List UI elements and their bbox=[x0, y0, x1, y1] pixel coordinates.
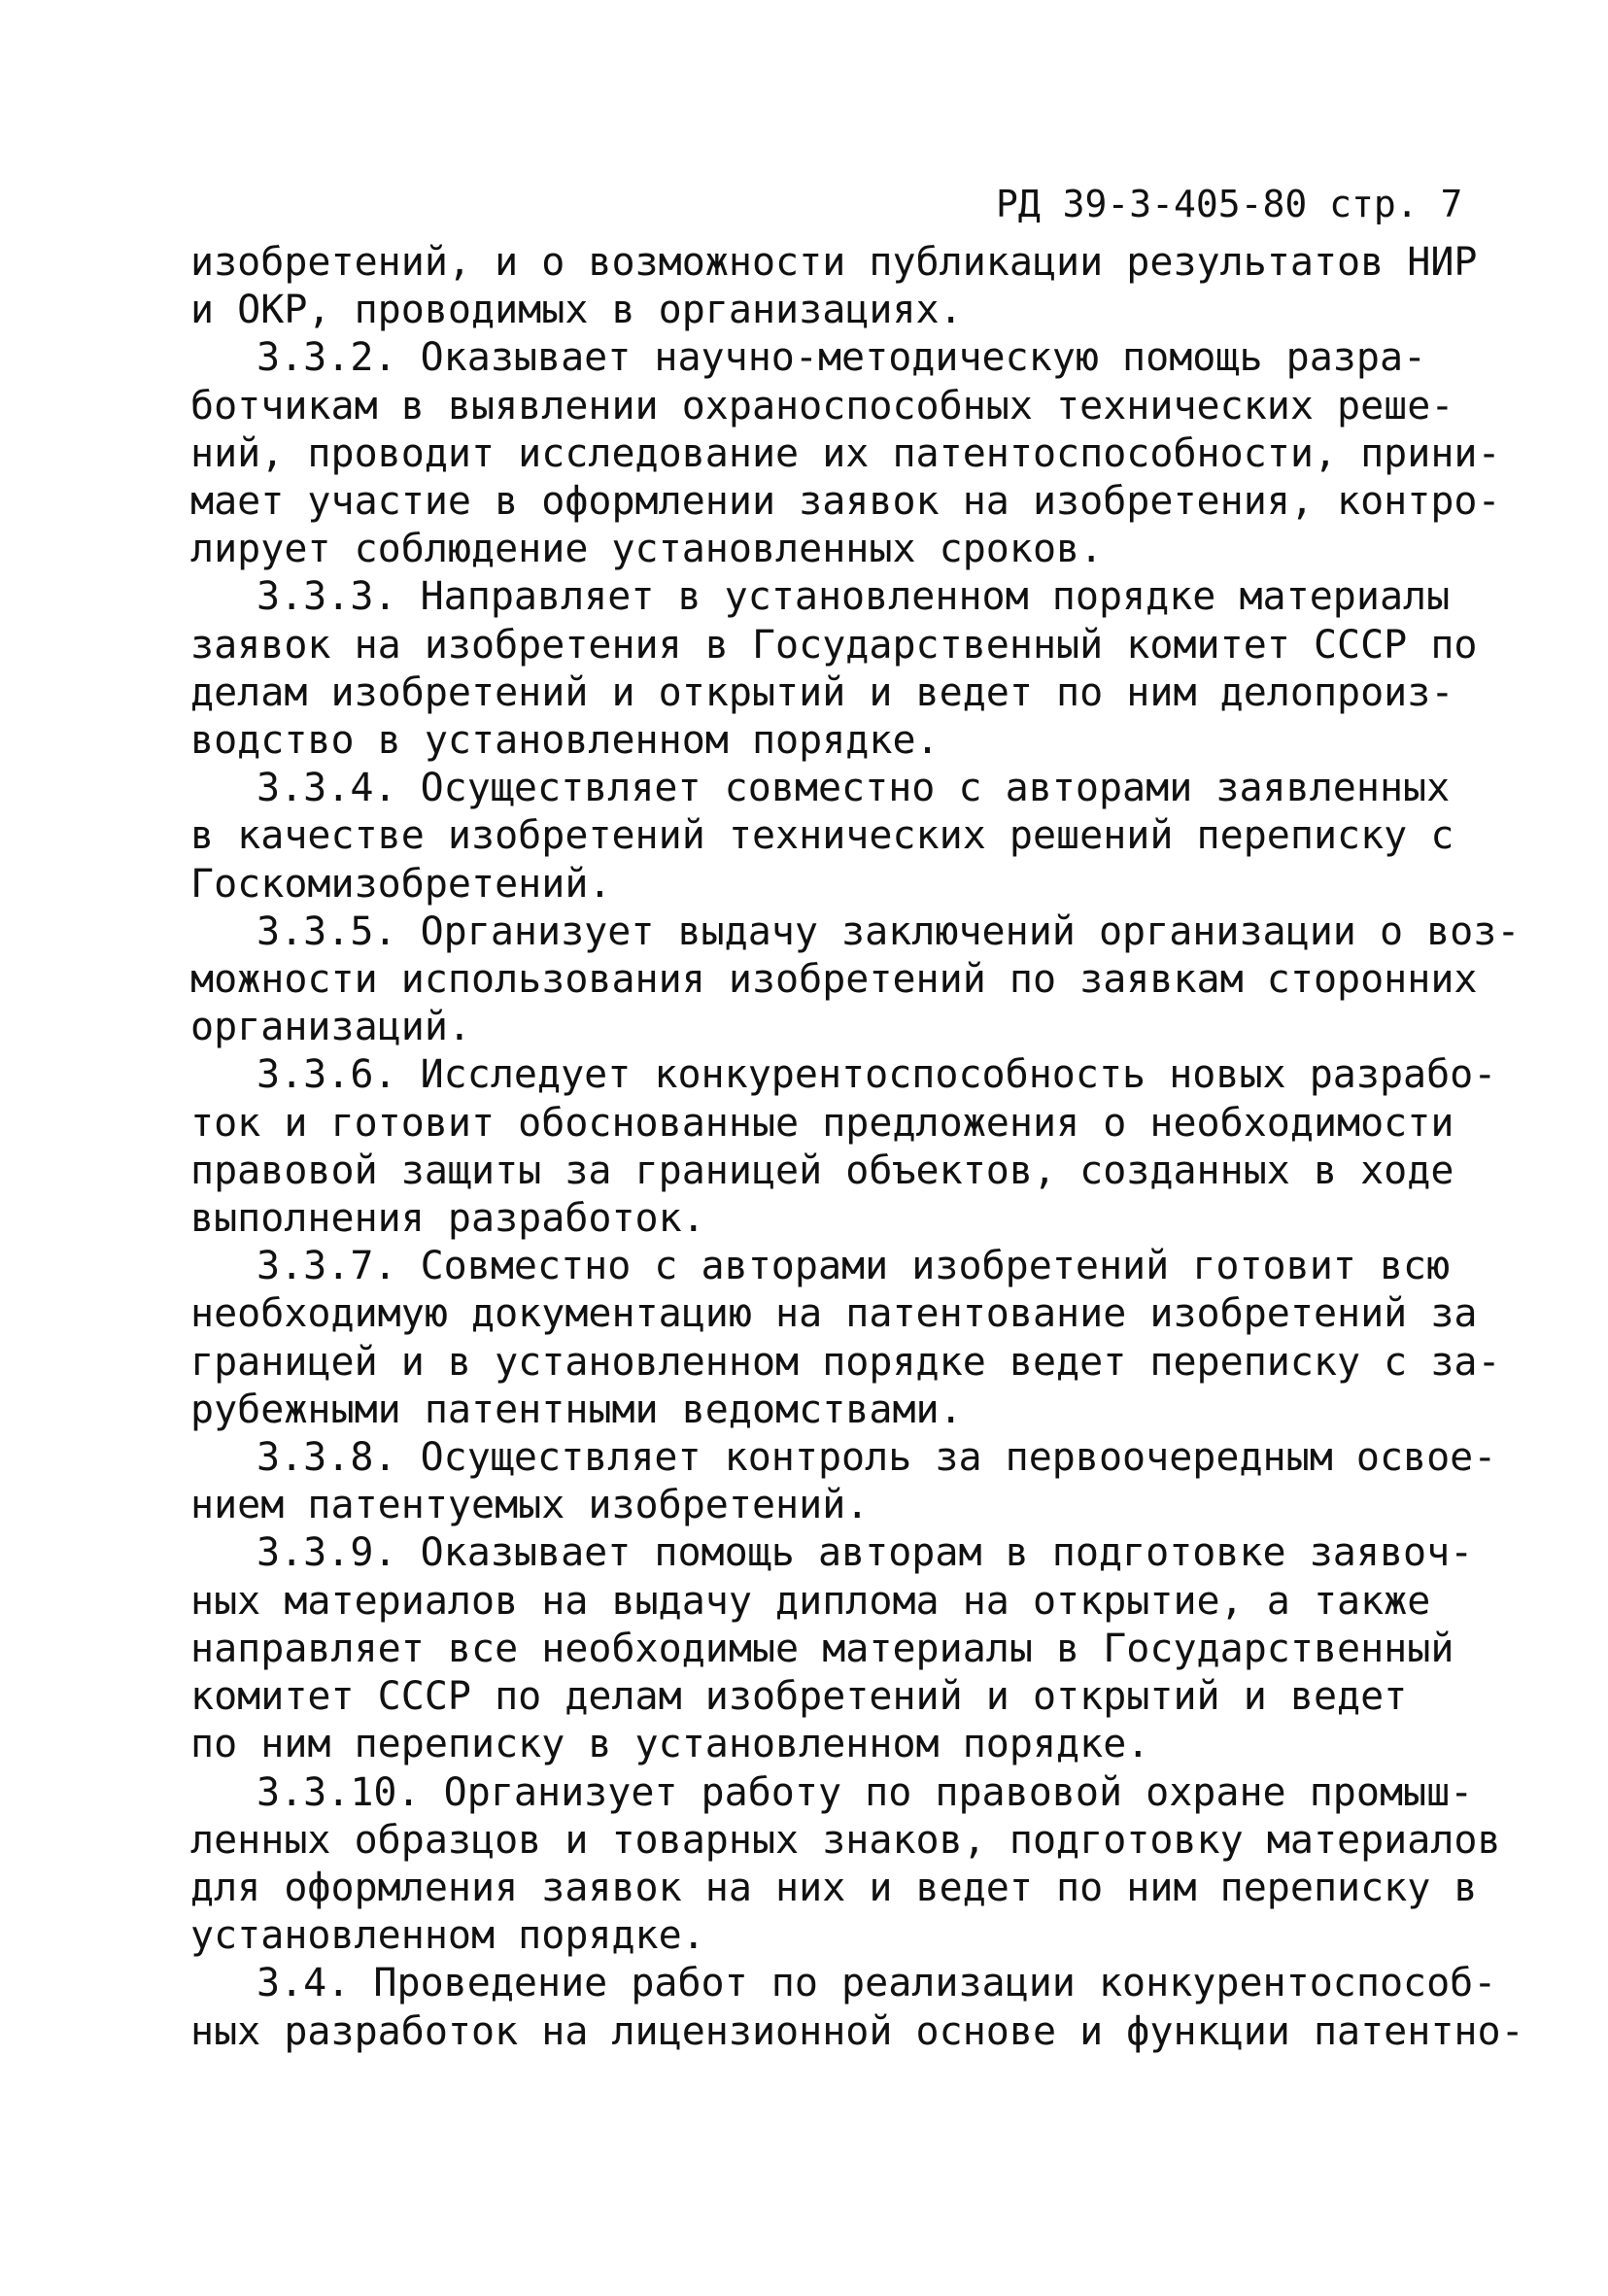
text-line: границей и в установленном порядке ведет переписку с за- bbox=[190, 1339, 1501, 1385]
text-line: выполнения разработок. bbox=[190, 1196, 705, 1242]
text-line: организаций. bbox=[190, 1005, 471, 1050]
text-line: установленном порядке. bbox=[190, 1913, 705, 1959]
text-line: ных разработок на лицензионной основе и функции патентно- bbox=[190, 2008, 1524, 2054]
text-line: правовой защиты за границей объектов, созданных в ходе bbox=[190, 1148, 1454, 1193]
text-line: 3.3.7. Совместно с авторами изобретений готовит всю bbox=[257, 1244, 1451, 1289]
text-line: 3.3.2. Оказывает научно-методическую помощь разра- bbox=[257, 335, 1427, 381]
text-line: 3.3.5. Организует выдачу заключений организации о воз- bbox=[257, 908, 1521, 954]
paragraph-3-3-7 bbox=[190, 1243, 1501, 1434]
text-line: нием патентуемых изобретений. bbox=[190, 1483, 870, 1528]
text-line: в качестве изобретений технических решений переписку с bbox=[190, 813, 1454, 859]
text-line: заявок на изобретения в Государственный комитет СССР по bbox=[190, 622, 1478, 668]
paragraph-continuation bbox=[190, 239, 1478, 334]
text-line: лирует соблюдение установленных сроков. bbox=[190, 527, 1104, 572]
text-line: ний, проводит исследование их патентоспособности, прини- bbox=[190, 430, 1501, 476]
paragraph-3-3-8 bbox=[190, 1434, 1497, 1529]
text-line: для оформления заявок на них и ведет по ним переписку в bbox=[190, 1865, 1478, 1910]
paragraph-3-3-6 bbox=[190, 1051, 1497, 1243]
text-line: 3.3.3. Направляет в установленном порядке материалы bbox=[257, 574, 1451, 620]
text-line: 3.3.10. Организует работу по правовой охране промыш- bbox=[257, 1769, 1474, 1815]
text-line: 3.3.9. Оказывает помощь авторам в подготовке заявоч- bbox=[257, 1530, 1474, 1576]
text-line: Госкомизобретений. bbox=[190, 861, 612, 907]
text-line: необходимую документацию на патентование изобретений за bbox=[190, 1291, 1478, 1337]
paragraph-3-3-3 bbox=[190, 573, 1478, 765]
text-line: ботчикам в выявлении охраноспособных технических реше- bbox=[190, 383, 1454, 428]
text-line: рубежными патентными ведомствами. bbox=[190, 1387, 963, 1432]
text-line: 3.3.6. Исследует конкурентоспособность новых разрабо- bbox=[257, 1052, 1497, 1098]
text-line: и ОКР, проводимых в организациях. bbox=[190, 288, 963, 333]
text-line: делам изобретений и открытий и ведет по ним делопроиз- bbox=[190, 669, 1454, 715]
text-line: по ним переписку в установленном порядке. bbox=[190, 1722, 1150, 1767]
text-line: водство в установленном порядке. bbox=[190, 718, 940, 764]
text-line: ленных образцов и товарных знаков, подготовку материалов bbox=[190, 1817, 1501, 1863]
document-body bbox=[190, 239, 1524, 2056]
text-line: ток и готовит обоснованные предложения о необходимости bbox=[190, 1100, 1454, 1146]
text-line: направляет все необходимые материалы в Государственный bbox=[190, 1626, 1454, 1671]
paragraph-3-3-10 bbox=[190, 1769, 1501, 1961]
paragraph-3-3-4 bbox=[190, 765, 1463, 908]
paragraph-3-4 bbox=[190, 1960, 1524, 2055]
text-line: ных материалов на выдачу диплома на открытие, а также bbox=[190, 1578, 1431, 1624]
paragraph-3-3-2 bbox=[190, 334, 1501, 573]
text-line: изобретений, и о возможности публикации результатов НИР bbox=[190, 240, 1478, 285]
text-line: 3.3.8. Осуществляет контроль за первоочередным освое- bbox=[257, 1435, 1497, 1481]
text-line: мает участие в оформлении заявок на изобретения, контро- bbox=[190, 479, 1501, 525]
paragraph-3-3-9 bbox=[190, 1529, 1474, 1768]
paragraph-3-3-5 bbox=[190, 908, 1521, 1052]
text-line: комитет СССР по делам изобретений и открытий и ведет bbox=[190, 1674, 1408, 1720]
text-line: 3.3.4. Осуществляет совместно с авторами заявленных bbox=[257, 766, 1451, 811]
text-line: можности использования изобретений по заявкам сторонних bbox=[190, 957, 1478, 1003]
text-line: 3.4. Проведение работ по реализации конкурентоспособ- bbox=[257, 1961, 1497, 2006]
page-header-doc-ref: РД 39-3-405-80 стр. 7 bbox=[996, 183, 1463, 225]
